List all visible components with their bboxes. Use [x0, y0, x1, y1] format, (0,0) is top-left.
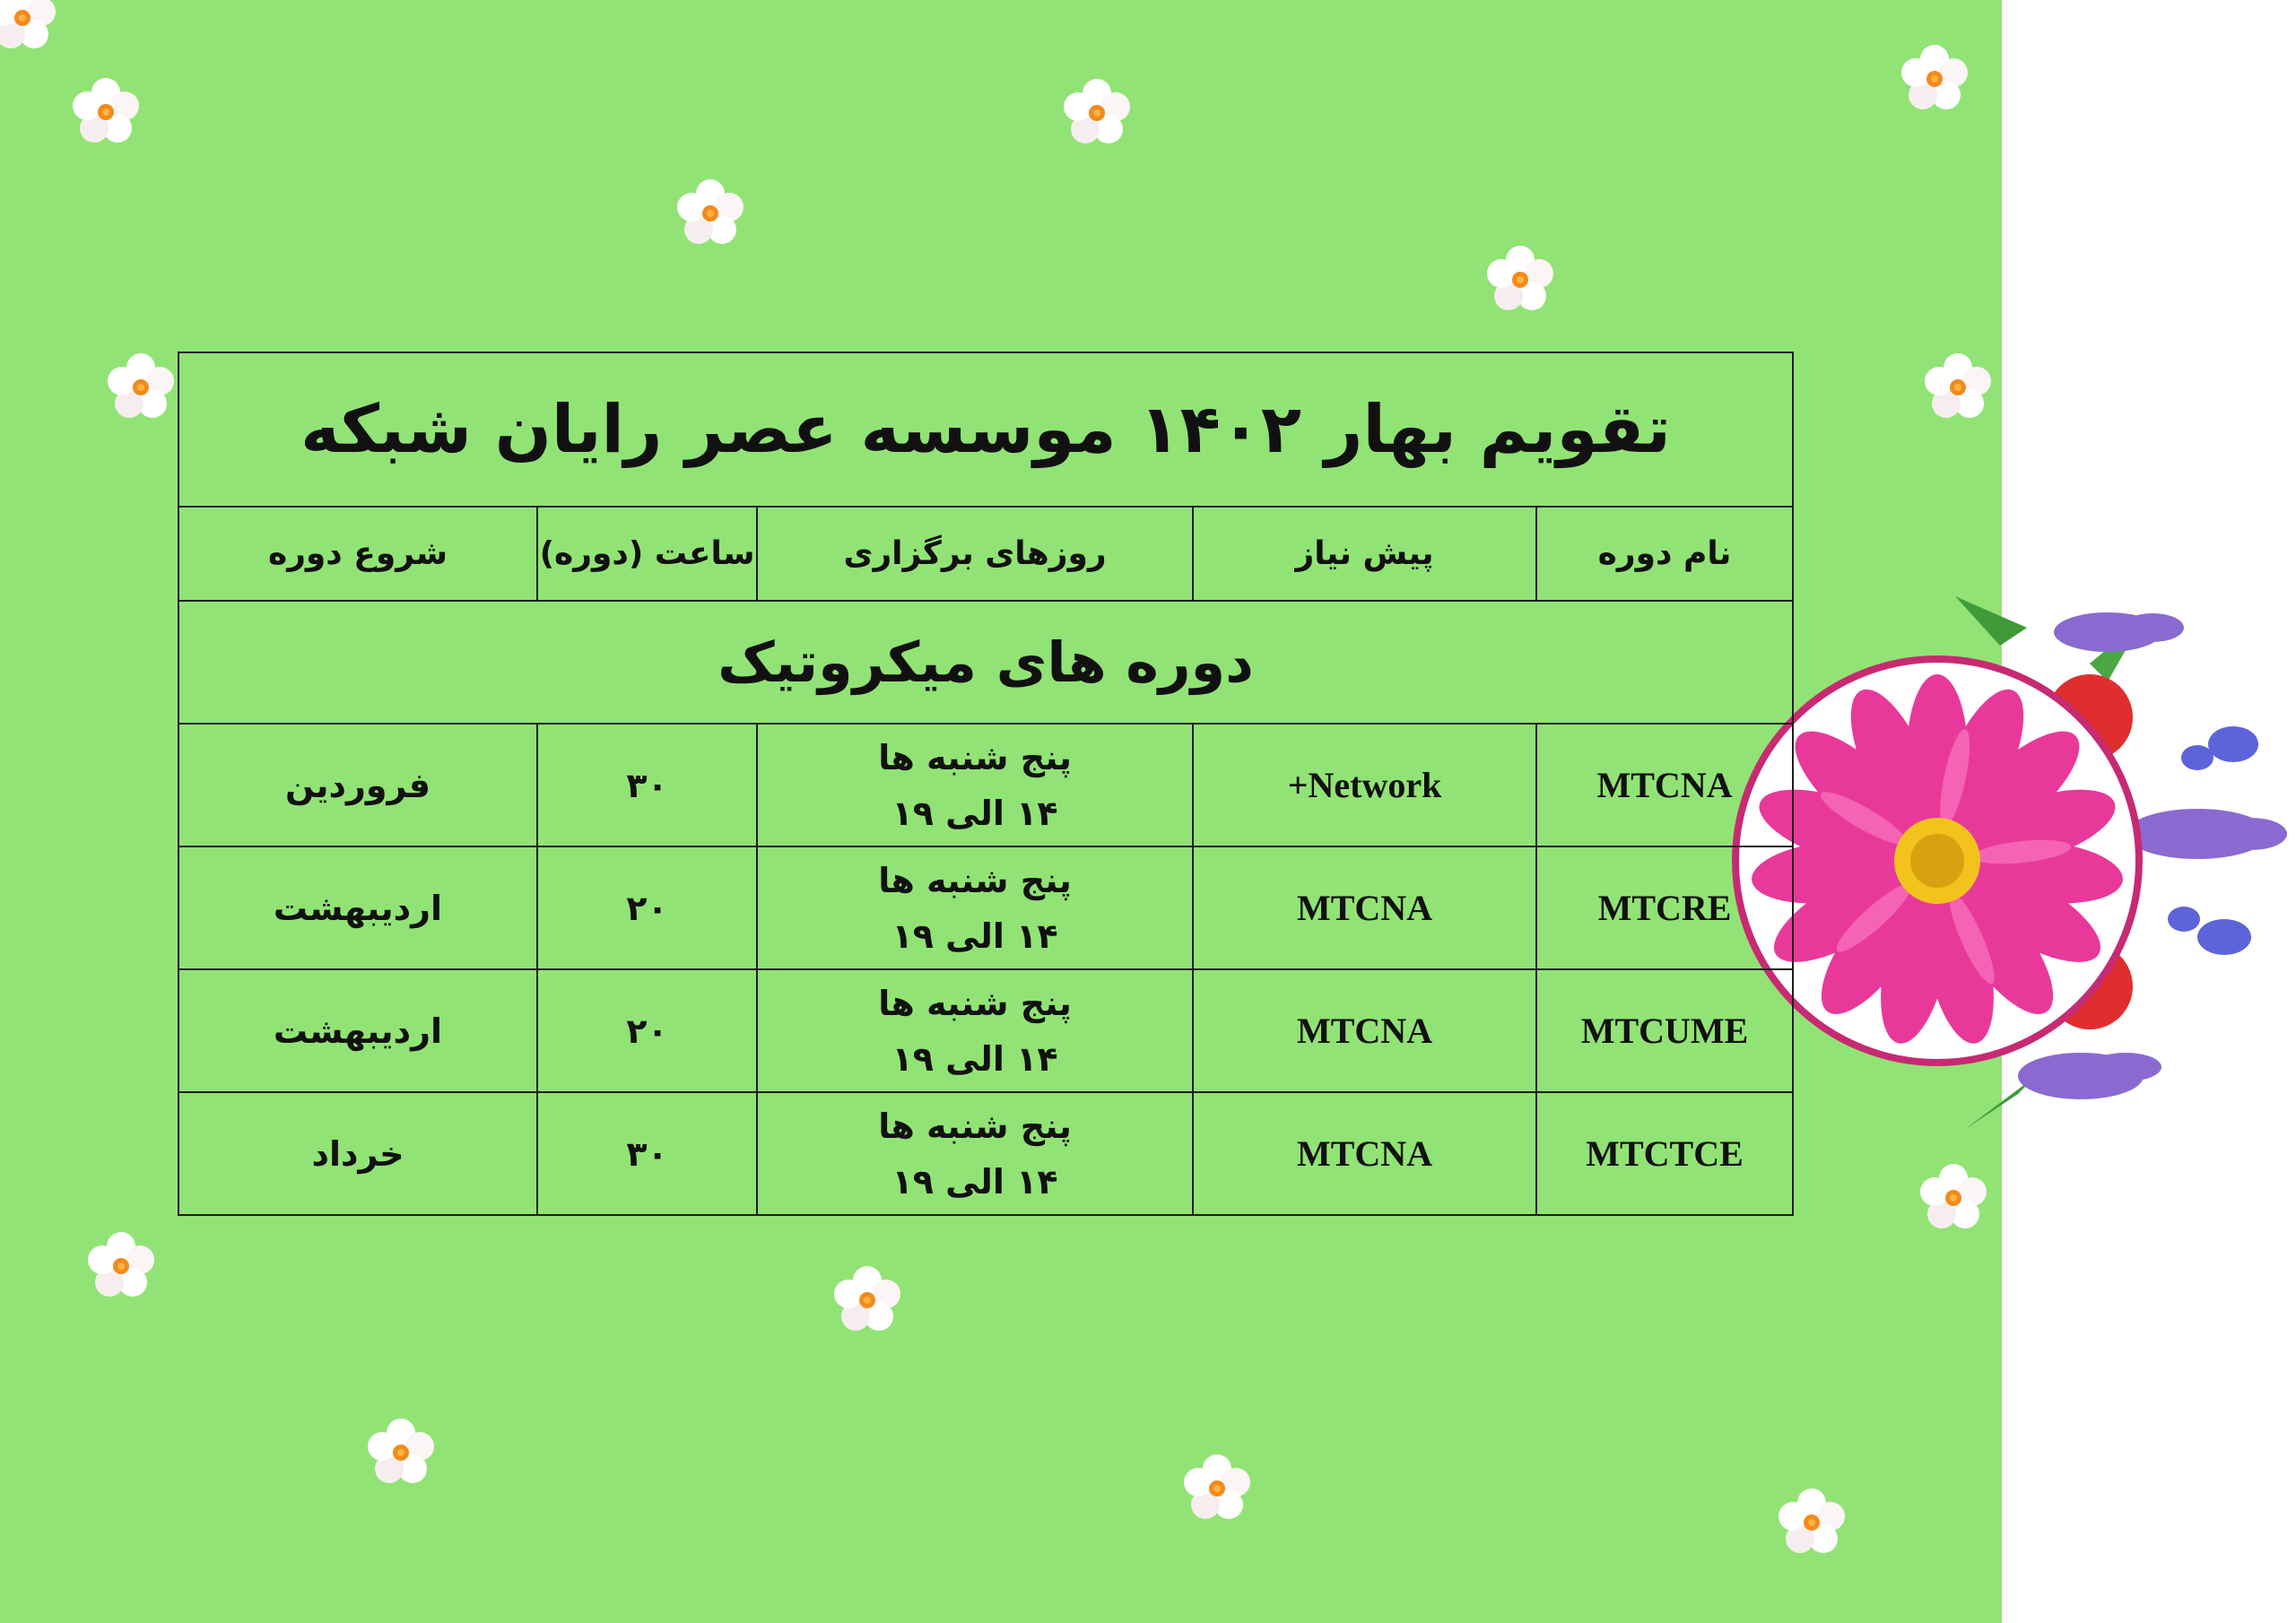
- hours-cell: ۳۰: [537, 724, 757, 846]
- small-white-flower-icon: [1484, 244, 1556, 316]
- small-white-flower-icon: [1899, 43, 1970, 115]
- time-text: ۱۴ الی ۱۹: [891, 1038, 1058, 1079]
- start-cell: اردیبهشت: [178, 969, 537, 1092]
- course-name-cell: MTCTCE: [1536, 1092, 1793, 1215]
- table-row: [178, 969, 1793, 1092]
- small-white-flower-icon: [674, 178, 746, 249]
- hours-cell: ۲۰: [537, 846, 757, 969]
- small-white-flower-icon: [70, 76, 142, 148]
- hours-cell: ۳۰: [537, 1092, 757, 1215]
- start-cell: فروردین: [178, 724, 537, 846]
- course-name-cell: MTCRE: [1536, 846, 1793, 969]
- small-white-flower-icon: [365, 1417, 437, 1488]
- course-name-cell: MTCUME: [1536, 969, 1793, 1092]
- days-text: پنج شنبه ها: [878, 1106, 1072, 1146]
- small-white-flower-icon: [1181, 1453, 1253, 1524]
- small-white-flower-icon: [105, 352, 177, 423]
- header-hours: ساعت (دوره): [537, 507, 757, 601]
- days-text: پنج شنبه ها: [878, 983, 1072, 1023]
- hours-cell: ۲۰: [537, 969, 757, 1092]
- small-white-flower-icon: [1776, 1487, 1848, 1558]
- small-white-flower-icon: [831, 1264, 903, 1336]
- section-title: دوره های میکروتیک: [178, 601, 1793, 724]
- days-text: پنج شنبه ها: [878, 737, 1072, 777]
- prerequisite-cell: MTCNA: [1193, 846, 1536, 969]
- prerequisite-cell: MTCNA: [1193, 1092, 1536, 1215]
- course-name-cell: MTCNA: [1536, 724, 1793, 846]
- header-start: شروع دوره: [178, 507, 537, 601]
- header-course-name: نام دوره: [1536, 507, 1793, 601]
- small-white-flower-icon: [1061, 77, 1133, 149]
- title-row: [178, 352, 1793, 507]
- pink-daisy-bouquet-icon: [1731, 592, 2296, 1130]
- prerequisite-cell: Network+: [1193, 724, 1536, 846]
- small-white-flower-icon: [1922, 352, 1994, 423]
- days-cell: [757, 846, 1193, 969]
- small-white-flower-icon: [0, 0, 58, 54]
- small-white-flower-icon: [85, 1230, 157, 1302]
- time-text: ۱۴ الی ۱۹: [891, 1161, 1058, 1202]
- section-row: [178, 601, 1793, 724]
- table-row: [178, 724, 1793, 846]
- days-cell: [757, 969, 1193, 1092]
- prerequisite-cell: MTCNA: [1193, 969, 1536, 1092]
- days-cell: [757, 724, 1193, 846]
- start-cell: اردیبهشت: [178, 846, 537, 969]
- start-cell: خرداد: [178, 1092, 537, 1215]
- header-row: [178, 507, 1793, 601]
- table-row: [178, 846, 1793, 969]
- table-row: [178, 1092, 1793, 1215]
- header-prerequisite: پیش نیاز: [1193, 507, 1536, 601]
- days-text: پنج شنبه ها: [878, 860, 1072, 900]
- time-text: ۱۴ الی ۱۹: [891, 916, 1058, 956]
- time-text: ۱۴ الی ۱۹: [891, 793, 1058, 833]
- small-white-flower-icon: [1918, 1162, 1989, 1234]
- header-days: روزهای برگزاری: [757, 507, 1193, 601]
- course-schedule-table: [178, 352, 1794, 1216]
- page-title: تقویم بهار ۱۴۰۲ موسسه عصر رایان شبکه: [178, 352, 1793, 507]
- days-cell: [757, 1092, 1193, 1215]
